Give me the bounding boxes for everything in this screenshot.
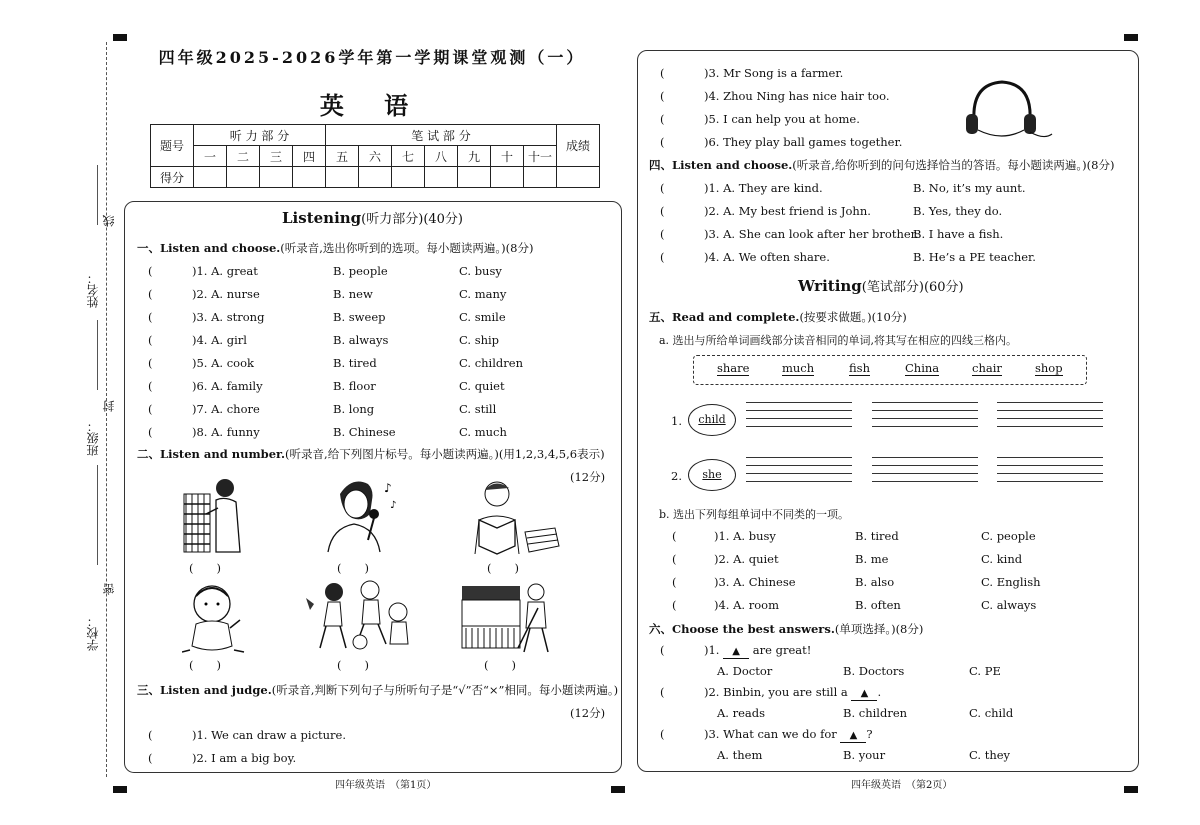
mc-option: B. children	[843, 706, 908, 720]
writing-part-header: 笔 试 部 分	[326, 125, 557, 146]
baby-picture	[182, 580, 248, 656]
score-cell[interactable]	[260, 167, 293, 188]
answer-paren[interactable]: (	[660, 112, 665, 126]
choice-option-b: B. long	[333, 402, 375, 416]
question-num: 一	[194, 146, 227, 167]
girl-climbing-stairs-picture	[180, 474, 246, 554]
choice-option-c: C. quiet	[459, 379, 505, 393]
word-bank-word: China	[905, 361, 940, 375]
choice-option-a: )2. A. nurse	[192, 287, 260, 301]
cloud-word-box	[688, 404, 736, 436]
score-cell[interactable]	[491, 167, 524, 188]
four-line-grid[interactable]	[746, 457, 852, 487]
choice-option-c: C. children	[459, 356, 523, 370]
question-num: 五	[326, 146, 359, 167]
answer-option-a: )3. A. She can look after her brother.	[704, 227, 919, 241]
mc-question-3: )3. What can we do for ▲ ?	[704, 727, 873, 741]
picture-answer-blank[interactable]: ( )	[487, 561, 519, 575]
answer-paren[interactable]: (	[672, 598, 677, 612]
score-cell[interactable]	[194, 167, 227, 188]
blank-triangle-icon: ▲	[723, 646, 749, 659]
mc-option: C. PE	[969, 664, 1001, 678]
score-table	[150, 124, 600, 188]
question-number-label: 题号	[151, 125, 194, 167]
answer-paren[interactable]: (	[148, 287, 153, 301]
choice-option-c: C. smile	[459, 310, 506, 324]
judge-item-2: )2. I am a big boy.	[192, 751, 297, 765]
question-num: 六	[359, 146, 392, 167]
answer-paren[interactable]: (	[148, 751, 153, 765]
answer-paren[interactable]: (	[148, 310, 153, 324]
choice-option-a: )4. A. girl	[192, 333, 247, 347]
answer-paren[interactable]: (	[672, 575, 677, 589]
judge-item: )4. Zhou Ning has nice hair too.	[704, 89, 890, 103]
question-num: 十	[491, 146, 524, 167]
score-cell[interactable]	[425, 167, 458, 188]
four-line-grid[interactable]	[997, 402, 1103, 432]
choice-option-b: B. sweep	[333, 310, 386, 324]
registration-mark	[611, 786, 625, 793]
answer-paren[interactable]: (	[660, 685, 665, 699]
answer-paren[interactable]: (	[660, 204, 665, 218]
choice-option-a: )5. A. cook	[192, 356, 254, 370]
listening-title: Listening(听力部分)(40分)	[282, 209, 464, 227]
registration-mark	[1124, 786, 1138, 793]
total-score-cell[interactable]	[557, 167, 600, 188]
registration-mark	[113, 34, 127, 41]
section3-points: (12分)	[570, 706, 606, 720]
judge-item: )3. Mr Song is a farmer.	[704, 66, 844, 80]
answer-paren[interactable]: (	[672, 529, 677, 543]
answer-option-a: )4. A. We often share.	[704, 250, 830, 264]
answer-paren[interactable]: (	[660, 727, 665, 741]
answer-paren[interactable]: (	[148, 333, 153, 347]
cloud-word-box	[688, 459, 736, 491]
odd-one-option-c: C. English	[981, 575, 1041, 589]
word-bank-box	[693, 355, 1087, 385]
word-bank-word: fish	[849, 361, 870, 375]
listening-part-header: 听 力 部 分	[194, 125, 326, 146]
section3-heading: 三、Listen and judge.(听录音,判断下列句子与所听句子是“√”否“×”相同。每小题读两遍。)	[137, 683, 619, 697]
answer-paren[interactable]: (	[148, 356, 153, 370]
section2-heading: 二、Listen and number.(听录音,给下列图片标号。每小题读两遍。)(用1,2,3,4,5,6表示)	[137, 447, 605, 461]
odd-one-option-a: )1. A. busy	[714, 529, 776, 543]
answer-option-a: )2. A. My best friend is John.	[704, 204, 871, 218]
page1-footer: 四年级英语 （第1页）	[335, 780, 437, 791]
headphones-picture	[962, 76, 1054, 142]
judge-item: )5. I can help you at home.	[704, 112, 860, 126]
mc-question-1: )1. ▲ are great!	[704, 643, 812, 657]
judge-item-1: )1. We can draw a picture.	[192, 728, 347, 742]
word-bank-word: chair	[972, 361, 1002, 375]
answer-paren[interactable]: (	[148, 264, 153, 278]
picture-answer-blank[interactable]: ( )	[337, 658, 369, 672]
cloud-word: she	[702, 468, 722, 481]
odd-one-option-b: B. tired	[855, 529, 899, 543]
answer-paren[interactable]: (	[660, 135, 665, 149]
answer-paren[interactable]: (	[660, 250, 665, 264]
four-line-grid[interactable]	[997, 457, 1103, 487]
svg-text:♪: ♪	[384, 481, 392, 495]
section5-heading: 五、Read and complete.(按要求做题。)(10分)	[649, 310, 907, 324]
word-bank-word: shop	[1035, 361, 1063, 375]
question-num: 三	[260, 146, 293, 167]
odd-one-option-c: C. always	[981, 598, 1037, 612]
question-num: 十一	[524, 146, 557, 167]
section1-heading: 一、Listen and choose.(听录音,选出你听到的选项。每小题读两遍。)(8分)	[137, 241, 534, 255]
kids-playing-football-picture	[300, 578, 418, 654]
answer-option-b: B. Yes, they do.	[913, 204, 1003, 218]
class-write-line	[97, 320, 98, 390]
answer-paren[interactable]: (	[148, 425, 153, 439]
score-cell[interactable]	[458, 167, 491, 188]
cloud-number: 2.	[671, 469, 682, 483]
section2-points: (12分)	[570, 470, 606, 484]
boy-singing-picture	[322, 474, 402, 554]
picture-answer-blank[interactable]: ( )	[189, 658, 221, 672]
word-bank-word: share	[717, 361, 750, 375]
four-line-grid[interactable]	[746, 402, 852, 432]
class-label: 班级：	[86, 420, 100, 456]
score-cell[interactable]	[392, 167, 425, 188]
odd-one-option-a: )3. A. Chinese	[714, 575, 796, 589]
section4-heading: 四、Listen and choose.(听录音,给你听到的问句选择恰当的答语。每小题读两遍。)(8分)	[649, 158, 1115, 172]
total-score-label: 成绩	[557, 125, 600, 167]
mc-question-2: )2. Binbin, you are still a ▲ .	[704, 685, 882, 699]
answer-paren[interactable]: (	[660, 89, 665, 103]
odd-one-option-b: B. often	[855, 598, 901, 612]
blank-triangle-icon: ▲	[851, 688, 877, 701]
answer-paren[interactable]: (	[660, 181, 665, 195]
score-cell[interactable]	[359, 167, 392, 188]
answer-paren[interactable]: (	[660, 643, 665, 657]
choice-option-b: B. floor	[333, 379, 376, 393]
judge-item: )6. They play ball games together.	[704, 135, 903, 149]
choice-option-c: C. ship	[459, 333, 500, 347]
odd-one-option-c: C. people	[981, 529, 1036, 543]
school-label: 学校：	[86, 615, 100, 651]
four-line-grid[interactable]	[872, 402, 978, 432]
registration-mark	[1124, 34, 1138, 41]
cloud-word: child	[698, 413, 726, 426]
choice-option-b: B. tired	[333, 356, 377, 370]
mc-option: A. them	[717, 748, 763, 762]
registration-mark	[113, 786, 127, 793]
answer-paren[interactable]: (	[148, 728, 153, 742]
choice-option-a: )3. A. strong	[192, 310, 265, 324]
score-cell[interactable]	[326, 167, 359, 188]
section6-heading: 六、Choose the best answers.(单项选择。)(8分)	[649, 622, 924, 636]
boy-reading-picture	[465, 476, 561, 556]
answer-paren[interactable]: (	[672, 552, 677, 566]
picture-answer-blank[interactable]: ( )	[484, 658, 516, 672]
picture-answer-blank[interactable]: ( )	[189, 561, 221, 575]
choice-option-c: C. busy	[459, 264, 502, 278]
choice-option-c: C. much	[459, 425, 507, 439]
mc-option: B. your	[843, 748, 886, 762]
four-line-grid[interactable]	[872, 457, 978, 487]
choice-option-a: )6. A. family	[192, 379, 263, 393]
answer-option-b: B. He’s a PE teacher.	[913, 250, 1036, 264]
choice-option-c: C. many	[459, 287, 507, 301]
cloud-number: 1.	[671, 414, 682, 428]
mc-option: A. reads	[717, 706, 766, 720]
choice-option-b: B. always	[333, 333, 389, 347]
answer-paren[interactable]: (	[660, 66, 665, 80]
choice-option-a: )8. A. funny	[192, 425, 260, 439]
answer-option-b: B. No, it’s my aunt.	[913, 181, 1026, 195]
seal-char-line: 线	[102, 215, 116, 227]
word-bank-word: much	[782, 361, 815, 375]
choice-option-a: )7. A. chore	[192, 402, 260, 416]
score-row-label: 得分	[151, 167, 194, 188]
odd-one-option-c: C. kind	[981, 552, 1023, 566]
picture-answer-blank[interactable]: ( )	[337, 561, 369, 575]
choice-option-c: C. still	[459, 402, 497, 416]
score-cell[interactable]	[524, 167, 557, 188]
choice-option-b: B. new	[333, 287, 373, 301]
question-num: 七	[392, 146, 425, 167]
answer-paren[interactable]: (	[148, 379, 153, 393]
choice-option-b: B. people	[333, 264, 388, 278]
name-write-line	[97, 165, 98, 225]
question-num: 二	[227, 146, 260, 167]
school-write-line	[97, 465, 98, 565]
odd-one-option-a: )2. A. quiet	[714, 552, 779, 566]
seal-char-secret: 密	[102, 583, 116, 595]
answer-paren[interactable]: (	[660, 227, 665, 241]
seal-char-seal: 封	[102, 400, 116, 412]
boy-sweeping-picture	[458, 578, 560, 654]
question-num: 八	[425, 146, 458, 167]
blank-triangle-icon: ▲	[840, 730, 866, 743]
exam-title: 四年级2025-2026学年第一学期课堂观测（一）	[158, 48, 586, 67]
name-label: 姓名：	[86, 272, 100, 308]
odd-one-option-b: B. me	[855, 552, 889, 566]
subject-title: 英 语	[319, 91, 425, 120]
mc-option: A. Doctor	[717, 664, 773, 678]
score-cell[interactable]	[293, 167, 326, 188]
mc-option: C. they	[969, 748, 1011, 762]
question-num: 九	[458, 146, 491, 167]
answer-paren[interactable]: (	[148, 402, 153, 416]
odd-one-option-b: B. also	[855, 575, 895, 589]
choice-option-b: B. Chinese	[333, 425, 396, 439]
odd-one-option-a: )4. A. room	[714, 598, 779, 612]
section5-part-a: a. 选出与所给单词画线部分读音相同的单词,将其写在相应的四线三格内。	[659, 334, 1018, 347]
svg-text:♪: ♪	[390, 500, 397, 511]
mc-option: C. child	[969, 706, 1014, 720]
question-num: 四	[293, 146, 326, 167]
answer-option-a: )1. A. They are kind.	[704, 181, 823, 195]
writing-title: Writing(笔试部分)(60分)	[798, 277, 964, 295]
answer-option-b: B. I have a fish.	[913, 227, 1004, 241]
mc-option: B. Doctors	[843, 664, 905, 678]
section5-part-b: b. 选出下列每组单词中不同类的一项。	[659, 508, 850, 521]
page2-footer: 四年级英语 （第2页）	[851, 780, 953, 791]
choice-option-a: )1. A. great	[192, 264, 258, 278]
score-cell[interactable]	[227, 167, 260, 188]
